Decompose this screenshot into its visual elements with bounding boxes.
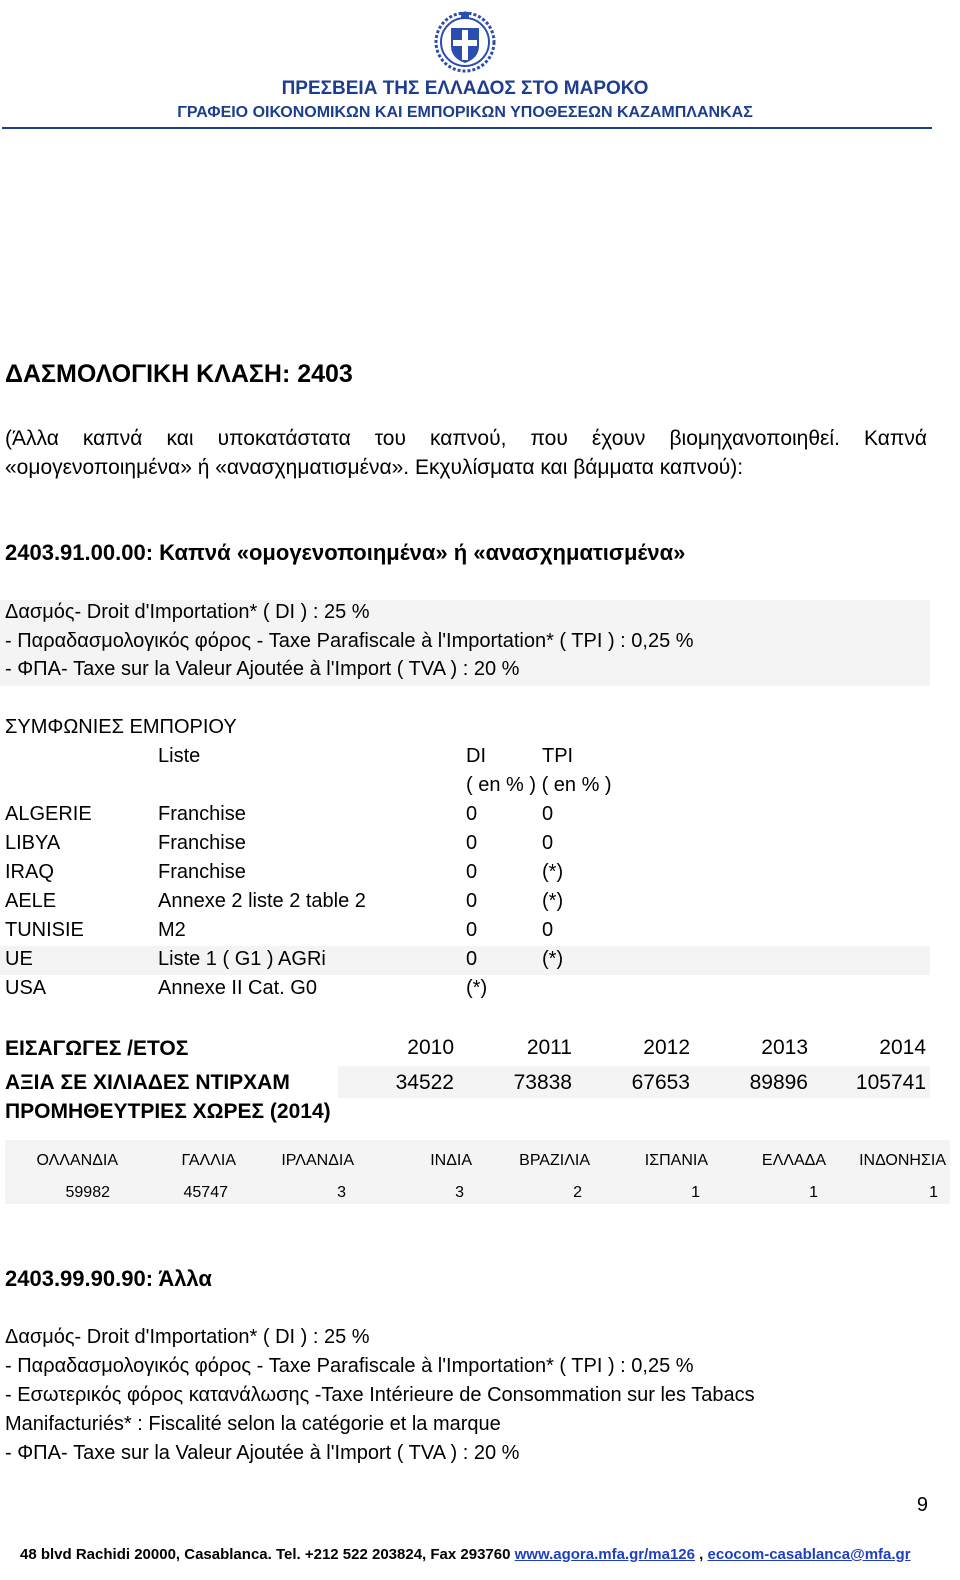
duty-line: - ΦΠΑ- Taxe sur la Valeur Ajoutée à l'Import ( TVA ) : 20 % bbox=[5, 658, 520, 680]
duty-line: Δασμός- Droit d'Importation* ( DI ) : 25 % bbox=[5, 1326, 370, 1348]
import-value: 105741 bbox=[855, 1071, 926, 1094]
col-di-header: DI bbox=[466, 745, 486, 767]
import-value: 67653 bbox=[631, 1071, 690, 1094]
agreement-row bbox=[0, 861, 930, 890]
supplier-value: 3 bbox=[337, 1184, 346, 1201]
supplier-country: ΟΛΛΑΝΔΙΑ bbox=[36, 1152, 118, 1169]
item-code-title: 2403.91.00.00: Καπνά «ομογενοποιημένα» ή «ανασχηματισμένα» bbox=[5, 540, 686, 565]
agreements-title: ΣΥΜΦΩΝΙΕΣ ΕΜΠΟΡΙΟΥ bbox=[5, 716, 237, 738]
supplier-value: 45747 bbox=[183, 1184, 228, 1201]
supplier-country: ΙΝΔΙΑ bbox=[430, 1152, 472, 1169]
greek-coat-of-arms-icon bbox=[432, 8, 498, 74]
footer bbox=[20, 1546, 911, 1563]
item-code-title: 2403.99.90.90: Άλλα bbox=[5, 1266, 212, 1291]
duty-line: Manifacturiés* : Fiscalité selon la catégorie et la marque bbox=[5, 1413, 501, 1435]
agreement-country: USA bbox=[5, 977, 47, 999]
agreement-country: TUNISIE bbox=[5, 919, 84, 941]
agreement-di: 0 bbox=[466, 861, 478, 883]
agreement-tpi: 0 bbox=[542, 919, 554, 941]
agreement-country: UE bbox=[5, 948, 33, 970]
suppliers-title: ΠΡΟΜΗΘΕΥΤΡΙΕΣ ΧΩΡΕΣ (2014) bbox=[5, 1100, 331, 1123]
agreement-row bbox=[0, 946, 930, 975]
agreement-liste: Franchise bbox=[158, 861, 246, 883]
supplier-country: ΙΣΠΑΝΙΑ bbox=[644, 1152, 708, 1169]
agreement-liste: Franchise bbox=[158, 803, 246, 825]
section-description: (Άλλα καπνά και υποκατάστατα του καπνού, που έχουν βιομηχανοποιηθεί. Καπνά «ομογενοποιημένα» ή «ανασχηματισμένα». Εκχυλίσματα και βάμματα καπνού): bbox=[5, 427, 927, 479]
import-year: 2013 bbox=[761, 1036, 808, 1059]
import-year: 2011 bbox=[526, 1036, 572, 1059]
agreement-di: 0 bbox=[466, 919, 478, 941]
agreement-tpi: 0 bbox=[542, 832, 554, 854]
imports-year-label: ΕΙΣΑΓΩΓΕΣ /ΕΤΟΣ bbox=[5, 1037, 189, 1060]
agreement-tpi: 0 bbox=[542, 803, 554, 825]
agreement-di: 0 bbox=[466, 832, 478, 854]
imports-value-label: ΑΞΙΑ ΣΕ ΧΙΛΙΑΔΕΣ ΝΤΙΡΧΑΜ bbox=[5, 1071, 290, 1094]
supplier-value: 2 bbox=[573, 1184, 582, 1201]
agreement-di: 0 bbox=[466, 890, 478, 912]
duty-line: - Εσωτερικός φόρος κατανάλωσης -Taxe Intérieure de Consommation sur les Tabacs bbox=[5, 1384, 755, 1406]
supplier-value: 1 bbox=[929, 1184, 938, 1201]
agreement-di: (*) bbox=[466, 977, 488, 999]
agreement-row bbox=[0, 803, 930, 832]
duty-line: Δασμός- Droit d'Importation* ( DI ) : 25 % bbox=[5, 601, 370, 623]
agreement-row bbox=[0, 977, 930, 1006]
agreement-country: ALGERIE bbox=[5, 803, 92, 825]
duty-line: - Παραδασμολογικός φόρος - Taxe Parafiscale à l'Importation* ( TPI ) : 0,25 % bbox=[5, 1355, 694, 1377]
website-link[interactable]: www.agora.mfa.gr/ma126 bbox=[514, 1546, 695, 1563]
agreement-row bbox=[0, 832, 930, 861]
import-value: 34522 bbox=[395, 1071, 454, 1094]
page-number: 9 bbox=[916, 1494, 928, 1516]
email-link[interactable]: ecocom-casablanca@mfa.gr bbox=[707, 1546, 911, 1563]
supplier-value: 1 bbox=[809, 1184, 818, 1201]
embassy-title: ΠΡΕΣΒΕΙΑ ΤΗΣ ΕΛΛΑΔΟΣ ΣΤΟ ΜΑΡΟΚΟ bbox=[281, 78, 649, 99]
agreement-liste: Franchise bbox=[158, 832, 246, 854]
import-year: 2010 bbox=[407, 1036, 454, 1059]
footer-address: 48 blvd Rachidi 20000, Casablanca. Tel. +212 522 203824, Fax 293760 bbox=[20, 1546, 515, 1563]
agreement-country: IRAQ bbox=[5, 861, 54, 883]
agreement-liste: Annexe II Cat. G0 bbox=[158, 977, 317, 999]
import-value: 89896 bbox=[749, 1071, 808, 1094]
agreement-row bbox=[0, 919, 930, 948]
agreement-di: 0 bbox=[466, 948, 478, 970]
import-year: 2012 bbox=[643, 1036, 690, 1059]
footer-separator: , bbox=[695, 1546, 708, 1563]
agreement-liste: Liste 1 ( G1 ) AGRi bbox=[158, 948, 326, 970]
duty-line: - Παραδασμολογικός φόρος - Taxe Parafiscale à l'Importation* ( TPI ) : 0,25 % bbox=[5, 630, 694, 652]
supplier-country: ΓΑΛΛΙΑ bbox=[181, 1152, 236, 1169]
section-title: ΔΑΣΜΟΛΟΓΙΚΗ ΚΛΑΣΗ: 2403 bbox=[5, 360, 353, 388]
supplier-country: ΕΛΛΑΔΑ bbox=[761, 1152, 826, 1169]
units-header: ( en % ) ( en % ) bbox=[466, 774, 612, 796]
agreement-liste: M2 bbox=[158, 919, 186, 941]
col-liste-header: Liste bbox=[158, 745, 201, 767]
agreement-tpi: (*) bbox=[542, 861, 564, 883]
duty-line: - ΦΠΑ- Taxe sur la Valeur Ajoutée à l'Import ( TVA ) : 20 % bbox=[5, 1442, 520, 1464]
agreement-country: AELE bbox=[5, 890, 57, 912]
supplier-value: 59982 bbox=[65, 1184, 110, 1201]
supplier-country: ΙΡΛΑΝΔΙΑ bbox=[281, 1152, 354, 1169]
agreement-tpi: (*) bbox=[542, 890, 564, 912]
agreement-liste: Annexe 2 liste 2 table 2 bbox=[158, 890, 366, 912]
import-year: 2014 bbox=[879, 1036, 926, 1059]
agreement-row bbox=[0, 890, 930, 919]
header-divider bbox=[2, 127, 932, 129]
supplier-country: ΒΡΑΖΙΛΙΑ bbox=[519, 1152, 590, 1169]
agreement-tpi: (*) bbox=[542, 948, 564, 970]
agreement-di: 0 bbox=[466, 803, 478, 825]
supplier-value: 1 bbox=[691, 1184, 700, 1201]
supplier-value: 3 bbox=[455, 1184, 464, 1201]
col-tpi-header: TPI bbox=[542, 745, 574, 767]
import-value: 73838 bbox=[513, 1071, 572, 1094]
office-subtitle: ΓΡΑΦΕΙΟ ΟΙΚΟΝΟΜΙΚΩΝ ΚΑΙ ΕΜΠΟΡΙΚΩΝ ΥΠΟΘΕΣΕΩΝ ΚΑΖΑΜΠΛΑΝΚΑΣ bbox=[177, 104, 753, 121]
supplier-country: ΙΝΔΟΝΗΣΙΑ bbox=[859, 1152, 946, 1169]
agreement-country: LIBYA bbox=[5, 832, 61, 854]
